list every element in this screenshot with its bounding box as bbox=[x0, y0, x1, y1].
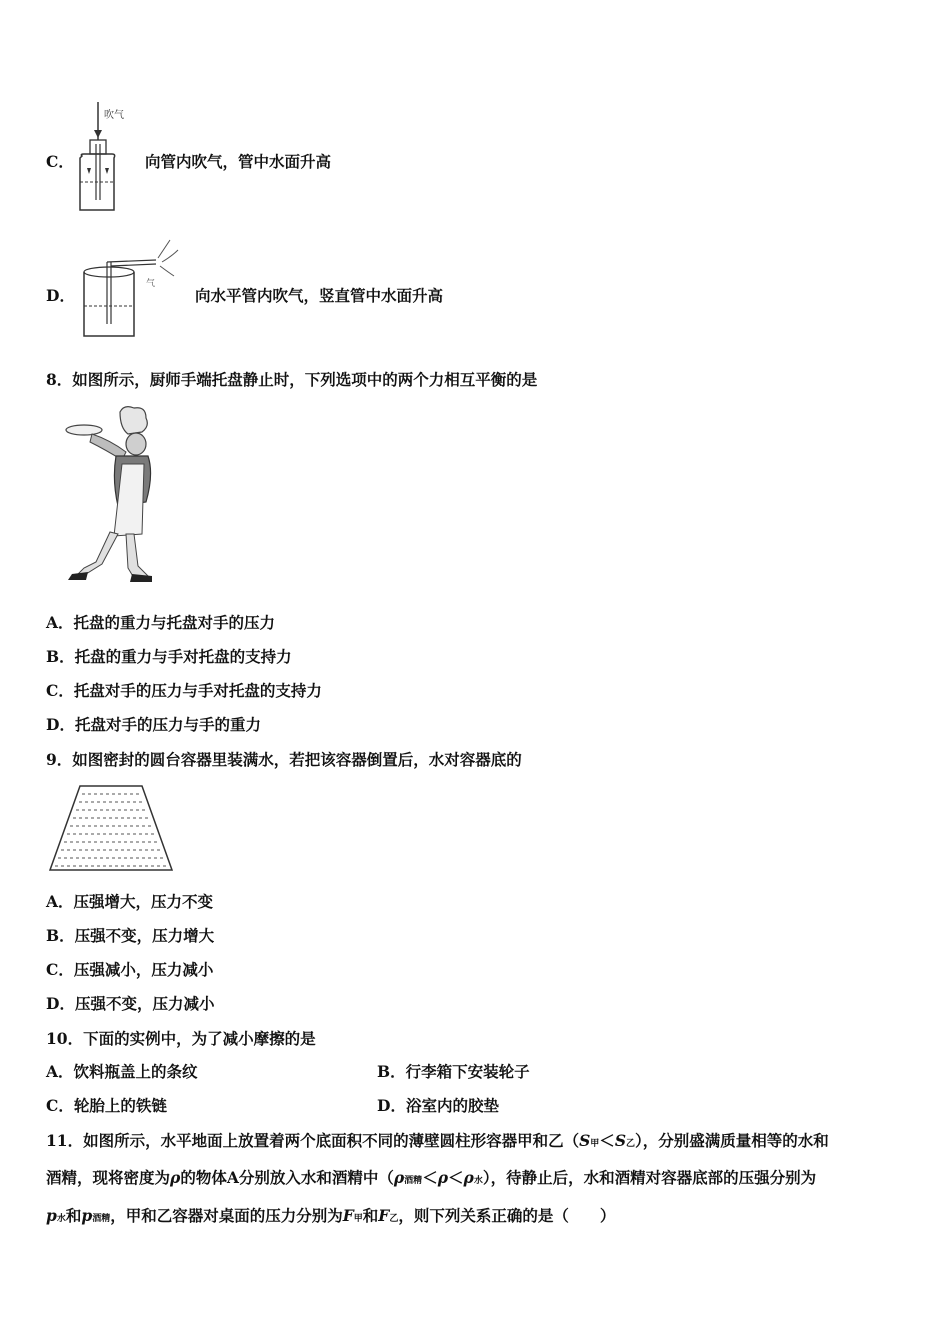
sub-f-jia: 甲 bbox=[353, 1214, 363, 1224]
blow-label: 吹气 bbox=[104, 110, 124, 121]
and-2: 和 bbox=[362, 1206, 379, 1225]
q10-option-a: A．饮料瓶盖上的条纹 bbox=[46, 1062, 198, 1081]
p-water: p bbox=[46, 1206, 57, 1225]
sub-p-water: 水 bbox=[56, 1214, 66, 1224]
less-than: ＜ bbox=[599, 1131, 615, 1150]
q11-line3-b: ，甲和乙容器对桌面的压力分别为 bbox=[110, 1206, 343, 1225]
q11-line1-a: 11．如图所示，水平地面上放置着两个底面积不同的薄壁圆柱形容器甲和乙（ bbox=[46, 1131, 580, 1150]
q11-line2-a: 酒精，现将密度为 bbox=[46, 1168, 171, 1187]
q10-stem: 10．下面的实例中，为了减小摩擦的是 bbox=[46, 1029, 316, 1048]
q11-line-2 bbox=[46, 1168, 816, 1191]
q11-line2-c: ），待静止后，水和酒精对容器底部的压强分别为 bbox=[482, 1168, 817, 1187]
chef-holding-tray-figure bbox=[62, 404, 172, 582]
q11-line-1 bbox=[46, 1131, 829, 1154]
lt-1: ＜ bbox=[422, 1168, 438, 1187]
area-symbol-2: S bbox=[614, 1131, 627, 1150]
q7-option-d-text: 向水平管内吹气，竖直管中水面升高 bbox=[195, 286, 444, 305]
q10-option-b: B．行李箱下安装轮子 bbox=[377, 1062, 530, 1081]
q11-line3-c: ，则下列关系正确的是（ ） bbox=[398, 1206, 616, 1225]
q8-option-a: A．托盘的重力与托盘对手的压力 bbox=[46, 613, 276, 632]
and-1: 和 bbox=[65, 1206, 82, 1225]
f-yi: F bbox=[378, 1206, 390, 1225]
q8-option-d: D．托盘对手的压力与手的重力 bbox=[46, 715, 261, 734]
rho-alcohol: ρ bbox=[393, 1168, 405, 1187]
svg-text:气: 气 bbox=[146, 279, 156, 289]
q8-option-c: C．托盘对手的压力与手对托盘的支持力 bbox=[46, 681, 322, 700]
q7-option-d-letter: D． bbox=[46, 286, 75, 305]
q8-stem: 8．如图所示，厨师手端托盘静止时，下列选项中的两个力相互平衡的是 bbox=[46, 370, 538, 389]
rho-object: ρ bbox=[437, 1168, 449, 1187]
horizontal-tube-cup-figure bbox=[74, 236, 189, 342]
q9-stem: 9．如图密封的圆台容器里装满水，若把该容器倒置后，水对容器底的 bbox=[46, 750, 522, 769]
f-jia: F bbox=[342, 1206, 354, 1225]
q10-option-c: C．轮胎上的铁链 bbox=[46, 1096, 167, 1115]
sub-p-alcohol: 酒精 bbox=[92, 1214, 111, 1224]
sub-water: 水 bbox=[473, 1176, 483, 1186]
q11-line2-b: 的物体A分别放入水和酒精中（ bbox=[180, 1168, 394, 1187]
sub-alcohol: 酒精 bbox=[404, 1176, 423, 1186]
q7-option-c-text: 向管内吹气，管中水面升高 bbox=[145, 152, 332, 171]
q10-option-d: D．浴室内的胶垫 bbox=[377, 1096, 499, 1115]
p-alcohol: p bbox=[81, 1206, 93, 1225]
q9-option-a: A．压强增大，压力不变 bbox=[46, 892, 214, 911]
sub-jia: 甲 bbox=[590, 1139, 600, 1149]
q9-option-d: D．压强不变，压力减小 bbox=[46, 994, 215, 1013]
q7-option-c-letter: C． bbox=[46, 152, 74, 171]
blow-tube-bottle-figure bbox=[68, 100, 138, 218]
area-symbol: S bbox=[579, 1131, 591, 1150]
sub-yi: 乙 bbox=[626, 1139, 636, 1149]
q11-line1-b: ），分别盛满质量相等的水和 bbox=[635, 1131, 829, 1150]
frustum-container-figure bbox=[46, 782, 176, 874]
lt-2: ＜ bbox=[448, 1168, 464, 1187]
q9-option-c: C．压强减小，压力减小 bbox=[46, 960, 214, 979]
sub-f-yi: 乙 bbox=[389, 1214, 399, 1224]
q8-option-b: B．托盘的重力与手对托盘的支持力 bbox=[46, 647, 292, 666]
rho-symbol: ρ bbox=[170, 1168, 181, 1187]
q11-line-3 bbox=[46, 1206, 615, 1229]
rho-water: ρ bbox=[463, 1168, 474, 1187]
q9-option-b: B．压强不变，压力增大 bbox=[46, 926, 215, 945]
